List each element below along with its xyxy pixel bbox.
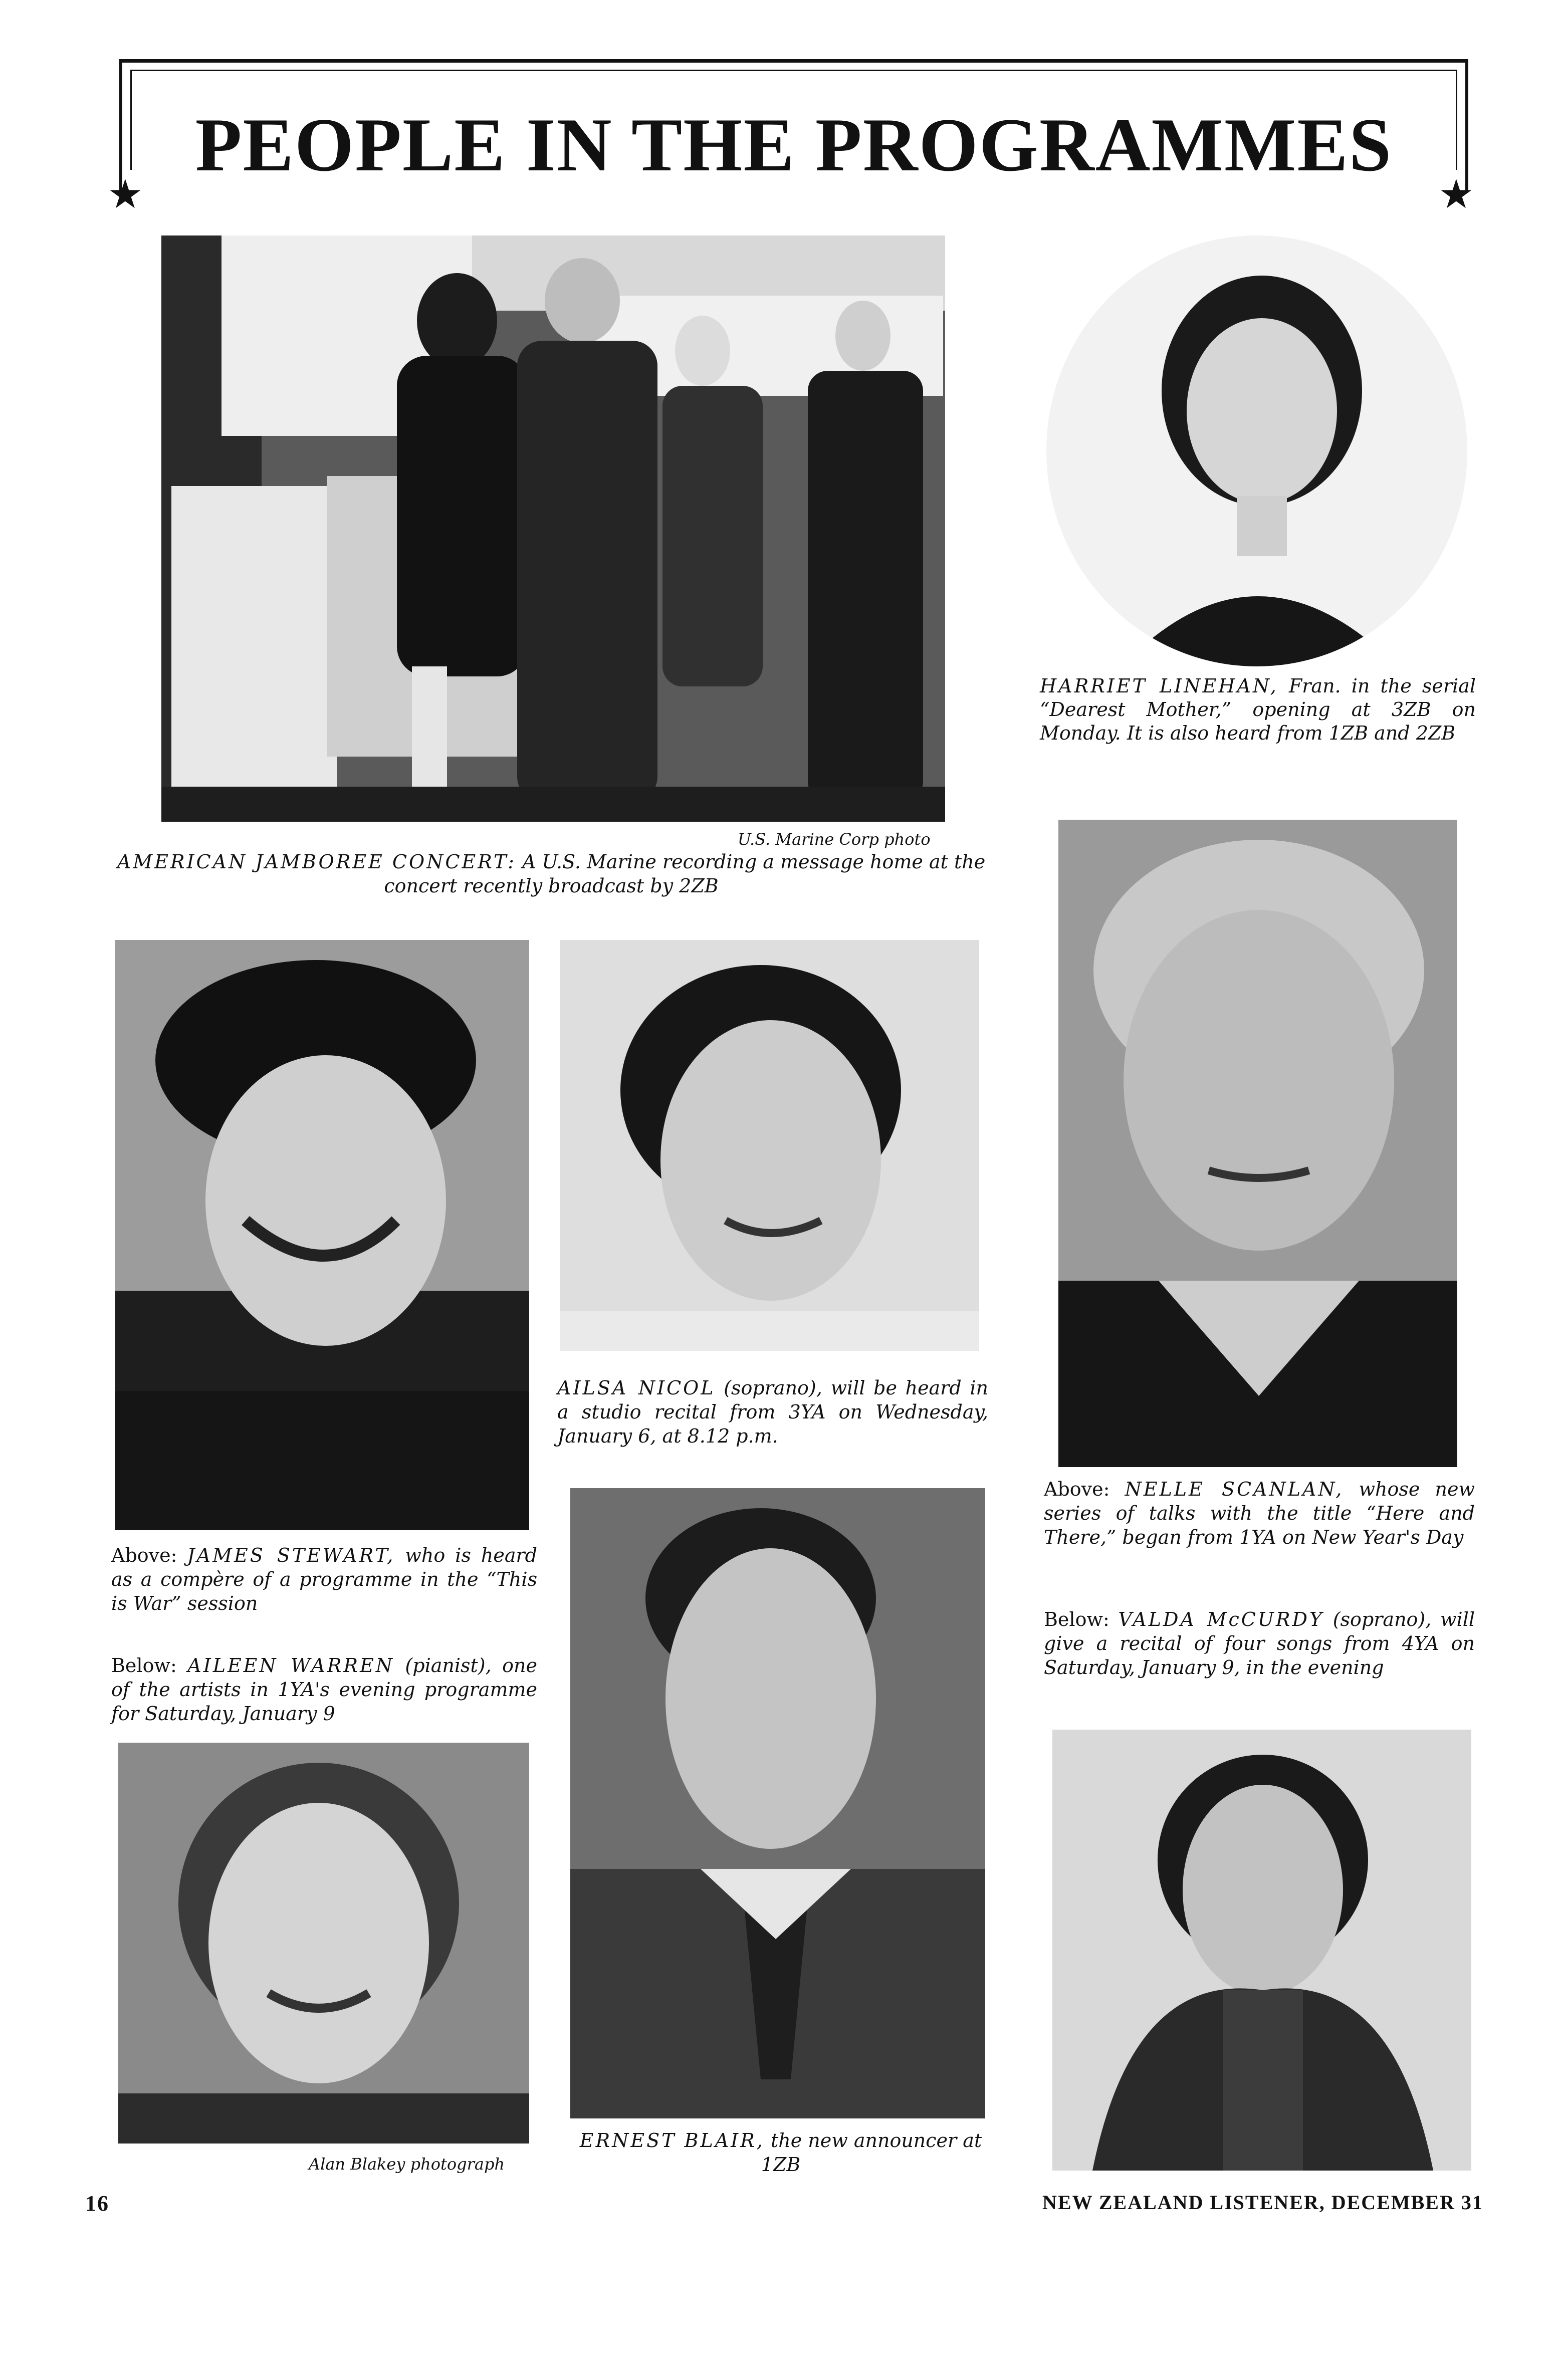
mccurdy-caption-prefix: Below: — [1044, 1608, 1109, 1630]
nicol-caption-name: AILSA NICOL — [557, 1377, 716, 1399]
publication-line: NEW ZEALAND LISTENER, DECEMBER 31 — [1042, 2191, 1483, 2214]
linehan-photo — [1046, 235, 1467, 666]
star-left-icon: ★ — [107, 171, 143, 217]
nicol-photo — [560, 940, 979, 1351]
stewart-photo — [115, 940, 529, 1530]
warren-photo-credit: Alan Blakey photograph — [309, 2155, 505, 2174]
title-banner — [119, 59, 1468, 203]
blair-caption-name: ERNEST BLAIR, — [579, 2129, 765, 2152]
warren-photo — [118, 1743, 529, 2144]
warren-caption-text: (pianist), one of the artists in 1YA's evening programme for Saturday, January 9 — [111, 1654, 537, 1725]
stewart-caption-prefix: Above: — [111, 1544, 177, 1566]
blair-caption-text: the new announcer at 1ZB — [761, 2129, 982, 2176]
warren-caption — [111, 1653, 537, 1726]
linehan-caption — [1040, 674, 1476, 745]
jamboree-photo — [161, 235, 945, 822]
linehan-caption-name: HARRIET LINEHAN, — [1040, 675, 1278, 697]
scanlan-caption-name: NELLE SCANLAN, — [1125, 1478, 1344, 1500]
jamboree-caption-text: A U.S. Marine recording a message home at the concert recently broadcast by 2ZB — [384, 851, 986, 897]
jamboree-caption-label: AMERICAN JAMBOREE CONCERT: — [117, 851, 516, 873]
mccurdy-caption — [1044, 1607, 1475, 1680]
mccurdy-photo — [1052, 1730, 1471, 2171]
scanlan-caption-text: whose new series of talks with the title “Here and There,” began from 1YA on New Year's Day — [1044, 1478, 1475, 1548]
warren-caption-prefix: Below: — [111, 1654, 177, 1677]
nicol-caption-text: (soprano), will be heard in a studio recital from 3YA on Wednesday, January 6, at 8.12 p.m. — [557, 1377, 988, 1447]
mccurdy-caption-name: VALDA McCURDY — [1118, 1608, 1324, 1630]
page-title: PEOPLE IN THE PROGRAMMES — [195, 103, 1393, 187]
page-number: 16 — [85, 2191, 109, 2216]
scanlan-caption-prefix: Above: — [1044, 1478, 1110, 1500]
linehan-caption-text: Fran. in the serial “Dearest Mother,” opening at 3ZB on Monday. It is also heard from 1ZB and 2ZB — [1040, 675, 1476, 744]
blair-caption — [560, 2128, 1001, 2177]
stewart-caption-text: who is heard as a compère of a programme in the “This is War” session — [111, 1544, 537, 1614]
nicol-caption — [557, 1376, 988, 1448]
stewart-caption-name: JAMES STEWART, — [187, 1544, 395, 1566]
warren-caption-name: AILEEN WARREN — [187, 1654, 394, 1677]
stewart-caption — [111, 1543, 537, 1615]
blair-photo — [570, 1488, 985, 2118]
mccurdy-caption-text: (soprano), will give a recital of four songs from 4YA on Saturday, January 9, in the evening — [1044, 1608, 1475, 1679]
scanlan-photo — [1058, 820, 1457, 1467]
jamboree-photo-credit: U.S. Marine Corp photo — [738, 830, 931, 849]
star-right-icon: ★ — [1438, 171, 1474, 217]
jamboree-caption — [115, 850, 987, 898]
banner-inner-rule — [130, 70, 1457, 71]
scanlan-caption — [1044, 1477, 1475, 1549]
